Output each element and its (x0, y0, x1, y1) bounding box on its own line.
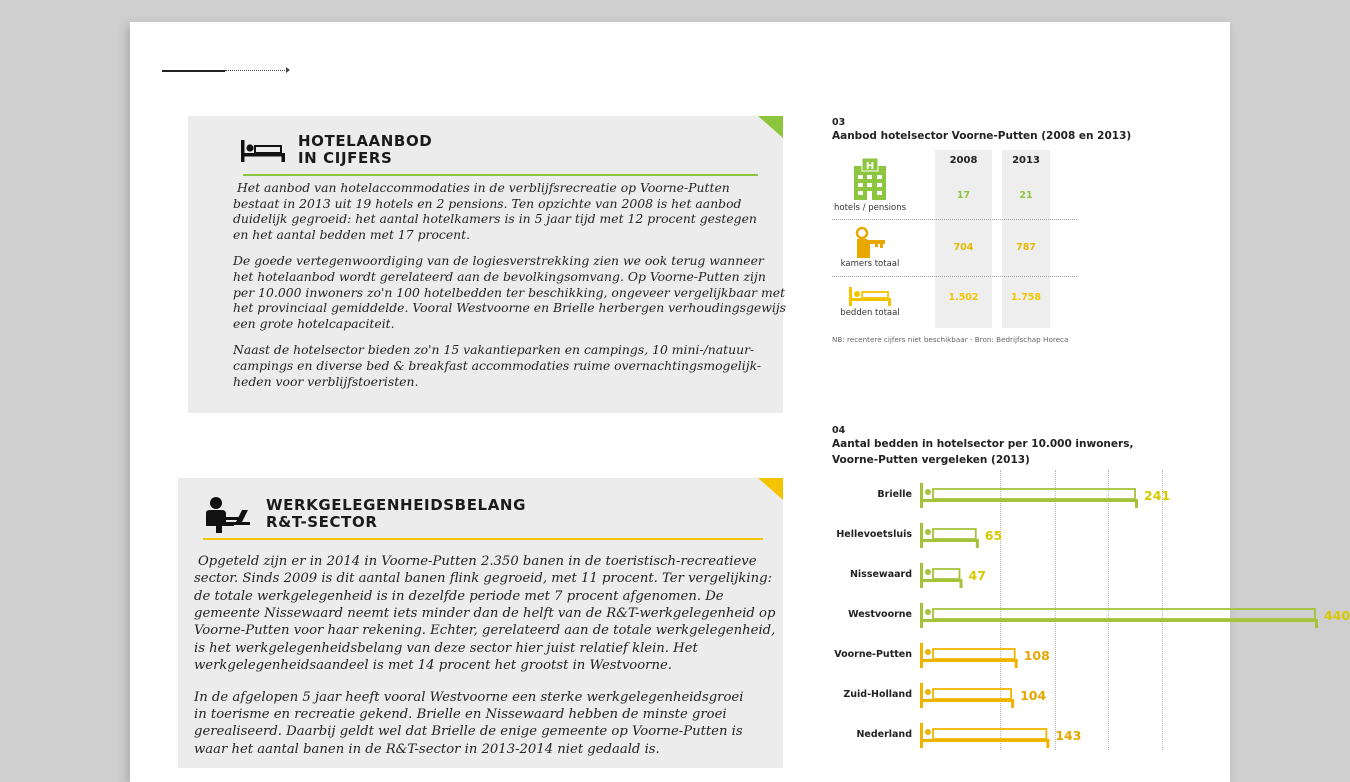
chart-category-label: Brielle (877, 489, 912, 500)
table-value-rooms-2013: 787 (1016, 242, 1036, 253)
header-rule-arrow (286, 67, 290, 73)
work-title (266, 497, 526, 531)
work-paragraph-line: waar het aantal banen in de R&T-sector in 2013-2014 niet gedaald is. (194, 741, 660, 757)
table-value-hotels-2008: 17 (956, 190, 971, 201)
table-header-2013: 2013 (1012, 155, 1040, 166)
table-title: Aanbod hotelsector Voorne-Putten (2008 en 2013) (832, 130, 1132, 142)
work-info-box (178, 478, 783, 768)
key-icon (853, 226, 889, 260)
hotel-paragraph-line: bestaat in 2013 uit 19 hotels en 2 pensions. Ten opzichte van 2008 is het aanbod (233, 195, 742, 211)
hotel-paragraph-line: Naast de hotelsector bieden zo'n 15 vakantieparken en campings, 10 mini-/natuur- (233, 342, 755, 358)
yellow-corner-accent (758, 478, 783, 500)
chart-value-label: 108 (1023, 648, 1050, 663)
bed-icon (848, 285, 892, 307)
chart-bar (920, 560, 967, 590)
chart-category-label: Nederland (856, 729, 912, 740)
work-paragraph-line: In de afgelopen 5 jaar heeft vooral Westvoorne een sterke werkgelegenheidsgroei (194, 689, 744, 705)
work-paragraph-line: in toerisme en recreatie gekend. Brielle en Nissewaard hebben de minste groei (194, 706, 727, 722)
work-paragraph-line: sector. Sinds 2009 is dit aantal banen flink gegroeid, met 11 procent. Ter vergelijking: (194, 571, 773, 587)
chart-value-label: 47 (968, 568, 986, 583)
chart-category-label: Zuid-Holland (843, 689, 912, 700)
chart-title-line2: Voorne-Putten vergeleken (2013) (832, 454, 1030, 466)
hotel-title-underline (243, 174, 758, 176)
table-separator (832, 219, 1077, 220)
chart-bar (920, 640, 1022, 670)
hotel-title (298, 133, 432, 167)
hotel-title-line1: HOTELAANBOD (298, 132, 433, 150)
table-value-beds-2013: 1.758 (1010, 292, 1042, 303)
hotel-paragraph-line: De goede vertegenwoordiging van de logiesverstrekking zien we ook terug wanneer (233, 253, 764, 269)
work-paragraph-line: Opgeteld zijn er in 2014 in Voorne-Putten 2.350 banen in de toeristisch-recreatieve (198, 554, 757, 569)
table-value-rooms-2008: 704 (953, 242, 974, 253)
hotel-paragraph-line: het hotelaanbod wordt gerelateerd aan de bevolkingsomvang. Op Voorne-Putten zijn (233, 269, 766, 284)
hotel-info-box (188, 116, 787, 413)
chart-bar (920, 480, 1142, 510)
svg-text:H: H (865, 161, 875, 172)
work-title-line1: WERKGELEGENHEIDSBELANG (266, 496, 526, 514)
hotel-paragraph-line: per 10.000 inwoners zo'n 100 hotelbedden ter beschikking, ongeveer vergelijkbaar met (233, 284, 786, 300)
table-header-2008: 2008 (949, 155, 978, 166)
table-value-hotels-2013: 21 (1019, 190, 1033, 201)
hotel-paragraph-line: Het aanbod van hotelaccommodaties in de verblijfsrecreatie op Voorne-Putten (237, 180, 730, 195)
table-row-label-rooms: kamers totaal (840, 259, 900, 269)
chart-value-label: 241 (1144, 488, 1171, 503)
chart-value-label: 440 (1324, 608, 1350, 623)
work-title-underline (203, 538, 763, 540)
table-note: NB: recentere cijfers niet beschikbaar - Bron: Bedrijfschap Horeca (832, 335, 1069, 344)
work-paragraph-line: is het werkgelegenheidsbelang van deze sector hier juist relatief klein. Het (194, 640, 698, 656)
chart-value-label: 143 (1055, 728, 1082, 743)
table-number: 03 (832, 117, 846, 128)
work-title-line2: R&T-SECTOR (266, 513, 378, 531)
green-corner-accent (758, 116, 783, 138)
table-row-label-hotels: hotels / pensions (833, 203, 907, 213)
chart-bar (920, 680, 1018, 710)
hotel-paragraph-line: en het aantal bedden met 17 procent. (233, 227, 471, 243)
chart-number: 04 (832, 425, 846, 436)
hotel-paragraph-line: een grote hotelcapaciteit. (233, 316, 395, 332)
chart-category-label: Hellevoetsluis (836, 529, 912, 540)
header-rule-dotted (225, 70, 287, 71)
worker-at-laptop-icon (202, 496, 252, 534)
hotel-title-line2: IN CIJFERS (298, 149, 393, 167)
chart-title-line1: Aantal bedden in hotelsector per 10.000 inwoners, (832, 438, 1134, 450)
work-paragraph-line: de totale werkgelegenheid is in dezelfde periode met 7 procent afgenomen. De (194, 588, 724, 604)
chart-bar (920, 720, 1053, 750)
hotel-building-icon (851, 158, 889, 200)
work-paragraph-line: gemeente Nissewaard neemt iets minder dan de helft van de R&T-werkgelegenheid op (194, 605, 776, 621)
chart-bar (920, 600, 1322, 630)
table-value-beds-2008: 1.502 (948, 292, 979, 303)
table-separator (832, 276, 1077, 277)
work-paragraph-line: gerealiseerd. Daarbij geldt wel dat Brielle de enige gemeente op Voorne-Putten is (194, 724, 743, 740)
work-paragraph-line: werkgelegenheidsaandeel is met 14 procent het grootst in Westvoorne. (194, 657, 672, 673)
hotel-paragraph-line: duidelijk gegroeid: het aantal hotelkamers is in 5 jaar tijd met 12 procent gestegen (233, 211, 757, 227)
header-rule (162, 70, 225, 72)
chart-title (832, 436, 1133, 468)
hotel-paragraph-line: campings en diverse bed & breakfast accommodaties ruime overnachtingsmogelijk- (233, 358, 762, 373)
chart-category-label: Nissewaard (849, 569, 912, 580)
chart-category-label: Voorne-Putten (834, 649, 912, 660)
chart-bar (920, 520, 983, 550)
bed-icon (240, 138, 286, 164)
table-row-label-beds: bedden totaal (840, 308, 900, 318)
hotel-paragraph-line: heden voor verblijfstoeristen. (233, 373, 419, 389)
work-paragraph-line: Voorne-Putten voor haar rekening. Echter, gerelateerd aan de totale werkgelegenheid, (194, 623, 776, 639)
chart-value-label: 104 (1020, 688, 1047, 703)
chart-category-label: Westvoorne (848, 609, 912, 620)
hotel-paragraph-line: het provinciaal gemiddelde. Vooral Westvoorne en Brielle herbergen verhoudingsgewijs (233, 300, 787, 316)
chart-value-label: 65 (984, 528, 1003, 543)
